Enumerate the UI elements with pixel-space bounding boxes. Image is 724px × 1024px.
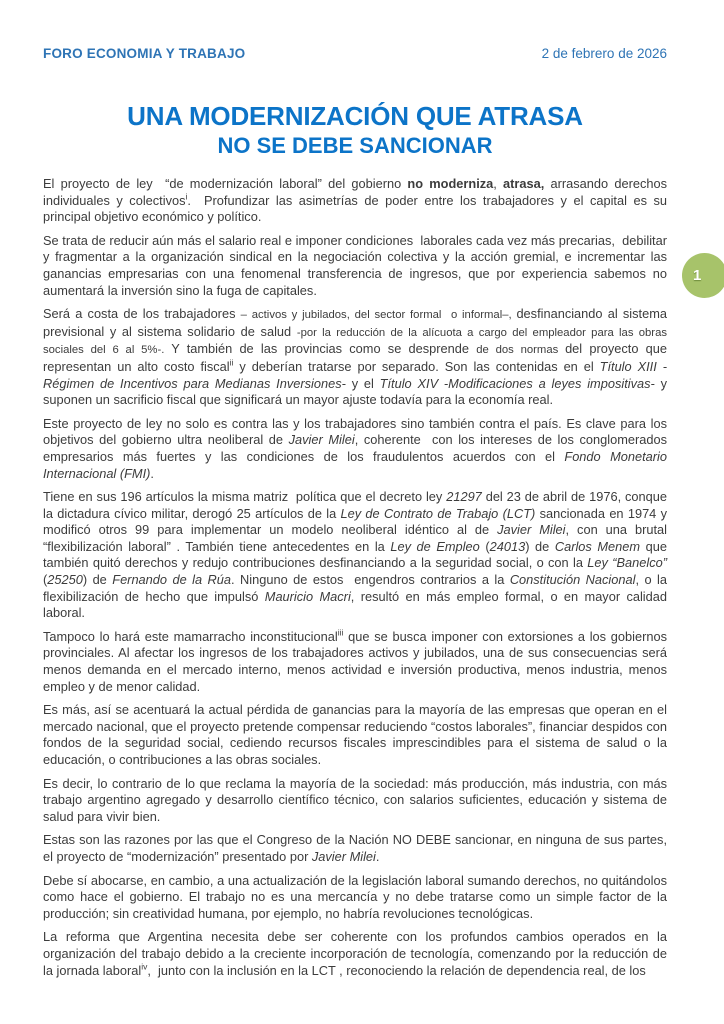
text-run: Ley de Contrato de Trabajo (LCT) — [340, 505, 536, 521]
text-run: 25250 — [47, 572, 83, 588]
text-run: 24013 — [489, 538, 526, 554]
body-paragraph — [43, 232, 671, 299]
text-run: El proyecto de ley “de modernización laboral” del gobierno — [43, 176, 408, 191]
text-run: , o la flexibilización de hecho que impulsó — [43, 572, 671, 604]
text-run: y deberían tratarse por separado. Son las contenidas en el — [233, 358, 600, 374]
page-number-badge-label: 1 — [693, 267, 702, 284]
text-run: no moderniza — [407, 176, 494, 191]
text-run: del proyecto que representan un alto costo fiscal — [43, 341, 671, 374]
text-run: Javier Milei — [497, 522, 566, 538]
text-run: Será a costa de los trabajadores — [43, 306, 241, 322]
document-header — [43, 46, 667, 61]
text-run: iii — [337, 627, 344, 638]
text-run: . Ninguno de estos engendros contrarios a la — [231, 572, 510, 588]
text-run: ( — [479, 538, 490, 554]
text-run: , resultó en más empleo formal, o en mayor calidad laboral. — [43, 588, 671, 621]
body-paragraph — [43, 627, 671, 695]
text-run: Estas son las razones por las que el Congreso de la Nación NO DEBE sancionar, en ninguna de sus partes, el proyecto de “modernización” presentado por — [43, 832, 671, 864]
text-run: ) de — [82, 572, 113, 588]
text-run: -por la reducción de la alícuota a cargo del empleador para las obras sociales del 6 al 5%-. — [43, 326, 671, 357]
text-run: Es decir, lo contrario de lo que reclama la mayoría de la sociedad: más producción, más industria, con más trabajo argentino agregado y desarrollo científico técnico, con salarios suficientes, educación y sistema de salud para vivir bien. — [43, 775, 671, 824]
text-run: Tiene en sus 196 artículos la misma matriz política que el decreto ley — [43, 489, 447, 505]
body-paragraph — [43, 832, 671, 865]
text-run: – activos y jubilados, del sector formal o informal–, — [240, 309, 517, 322]
text-run: del 23 de abril de 1976, conque la dictadura cívico militar, derogó 25 artículos de la — [43, 489, 671, 521]
text-run: La reforma que Argentina necesita debe ser coherente con los profundos cambios operados en la organización del trabajo debido a la creciente incorporación de tecnología, comenzando por la reducción de la jornada laboral — [43, 929, 671, 978]
text-run: Carlos Menem — [554, 538, 641, 554]
text-run: Este proyecto de ley no solo es contra las y los trabajadores sino también contra el país. Es clave para los objetivos del gobierno ultra neoliberal de — [43, 415, 671, 448]
document-body — [43, 176, 671, 986]
page-number-badge[interactable] — [682, 253, 724, 298]
text-run: Constitución Nacional — [509, 572, 636, 588]
header-date: 2 de febrero de 2026 — [541, 46, 667, 61]
text-run: y el — [345, 375, 380, 391]
body-paragraph — [43, 306, 671, 409]
text-run: ii — [229, 357, 234, 368]
text-run: Debe sí abocarse, en cambio, a una actualización de la legislación laboral sumando derechos, no quitándolos como hace el gobierno. El trabajo no es una mercancía y no debe tratarse como un simple factor de la producción; sin creatividad humana, por ejemplo, no habría revoluciones tecnológicas. — [43, 872, 671, 921]
text-run: atrasa, — [503, 176, 545, 191]
text-run: , con una brutal “flexibilización laboral” . También tiene antecedentes en la — [43, 522, 671, 554]
body-paragraph — [43, 929, 671, 979]
text-run: . Profundizar las asimetrías de poder entre los trabajadores y el capital es su principal objetivo económico y político. — [43, 192, 671, 225]
text-run: arrasando derechos individuales y colectivos — [43, 176, 671, 208]
text-run: Y también de las provincias como se desprende — [171, 341, 477, 357]
text-run: Título XIII - Régimen de Incentivos para Medianas Inversiones- — [43, 358, 671, 391]
body-paragraph — [43, 872, 671, 923]
text-run: 21297 — [446, 489, 482, 505]
text-run: sancionada en 1974 y modificó otros 99 para implementar un modelo neoliberal idéntico al de — [43, 505, 671, 538]
body-paragraph — [43, 415, 671, 482]
body-paragraph — [43, 489, 671, 622]
text-run: Fondo Monetario Internacional (FMI) — [43, 448, 671, 481]
text-run: Ley de Empleo — [390, 538, 480, 554]
text-run: . — [375, 848, 380, 864]
document-title: UNA MODERNIZACIÓN QUE ATRASA — [127, 101, 583, 131]
text-run: Tampoco lo hará este mamarracho inconstitucional — [43, 628, 338, 644]
text-run: Se trata de reducir aún más el salario real e imponer condiciones laborales cada vez más precarias, debilitar y fragmentar a la organización sindical en la negociación colectiva y la acción gremial, e incrementar las ganancias empresarias con una fenomenal transferencia de ingresos, que por experiencia sabemos no aumentará la inversión sino la fuga de capitales. — [43, 232, 671, 298]
title-block — [43, 100, 667, 159]
body-paragraph — [43, 176, 671, 226]
text-run: y suponen un sacrificio fiscal que significará un mayor ajuste todavía para la economía real. — [43, 375, 671, 408]
text-run: , — [493, 176, 504, 191]
text-run: que se busca imponer con extorsiones a los gobiernos provinciales. Al afectar los ingresos de los trabajadores activos y jubilados, una de sus consecuencias será menos demanda en el mercado interno, menos actividad e inversión productiva, menos industria, menos empleo y de menor calidad. — [43, 628, 671, 694]
text-run: que también quitó derechos y redujo contribuciones desfinanciando a la seguridad social, o con la — [43, 538, 671, 571]
body-paragraph — [43, 775, 671, 826]
header-org-name: FORO ECONOMIA Y TRABAJO — [43, 46, 246, 61]
text-run: Título XIV -Modificaciones a leyes impositivas- — [379, 375, 655, 391]
text-run: ) de — [525, 538, 555, 554]
text-run: ( — [43, 555, 671, 588]
text-run: desfinanciando al sistema previsional y al sistema solidario de salud — [43, 306, 671, 339]
text-run: , coherente con los intereses de los conglomerados empresarios más fuertes y las condiciones de los fraudulentos acuerdos con el — [43, 432, 671, 464]
text-run: , junto con la inclusión en la LCT , reconociendo la relación de dependencia real, de los — [147, 962, 646, 978]
text-run: Javier Milei — [288, 432, 355, 448]
text-run: Es más, así se acentuará la actual pérdida de ganancias para la mayoría de las empresas que operan en el mercado nacional, que el proyecto pretende compensar reduciendo “costos laborales”, financiar despidos con fondos de la seguridad social, cediendo recursos fiscales imprescindibles para el sistema de salud o la educación, o contribuciones a las obras sociales. — [43, 702, 671, 767]
text-run: . — [150, 465, 154, 481]
document-subtitle: NO SE DEBE SANCIONAR — [217, 133, 493, 158]
text-run: Ley “Banelco” — [587, 555, 667, 571]
text-run: iv — [141, 961, 148, 972]
body-paragraph — [43, 702, 671, 768]
text-run: Mauricio Macri — [264, 588, 351, 604]
text-run: Javier Milei — [311, 848, 376, 864]
text-run: de dos normas — [476, 344, 566, 357]
text-run: Fernando de la Rúa — [112, 572, 232, 588]
text-run: i — [185, 191, 188, 202]
